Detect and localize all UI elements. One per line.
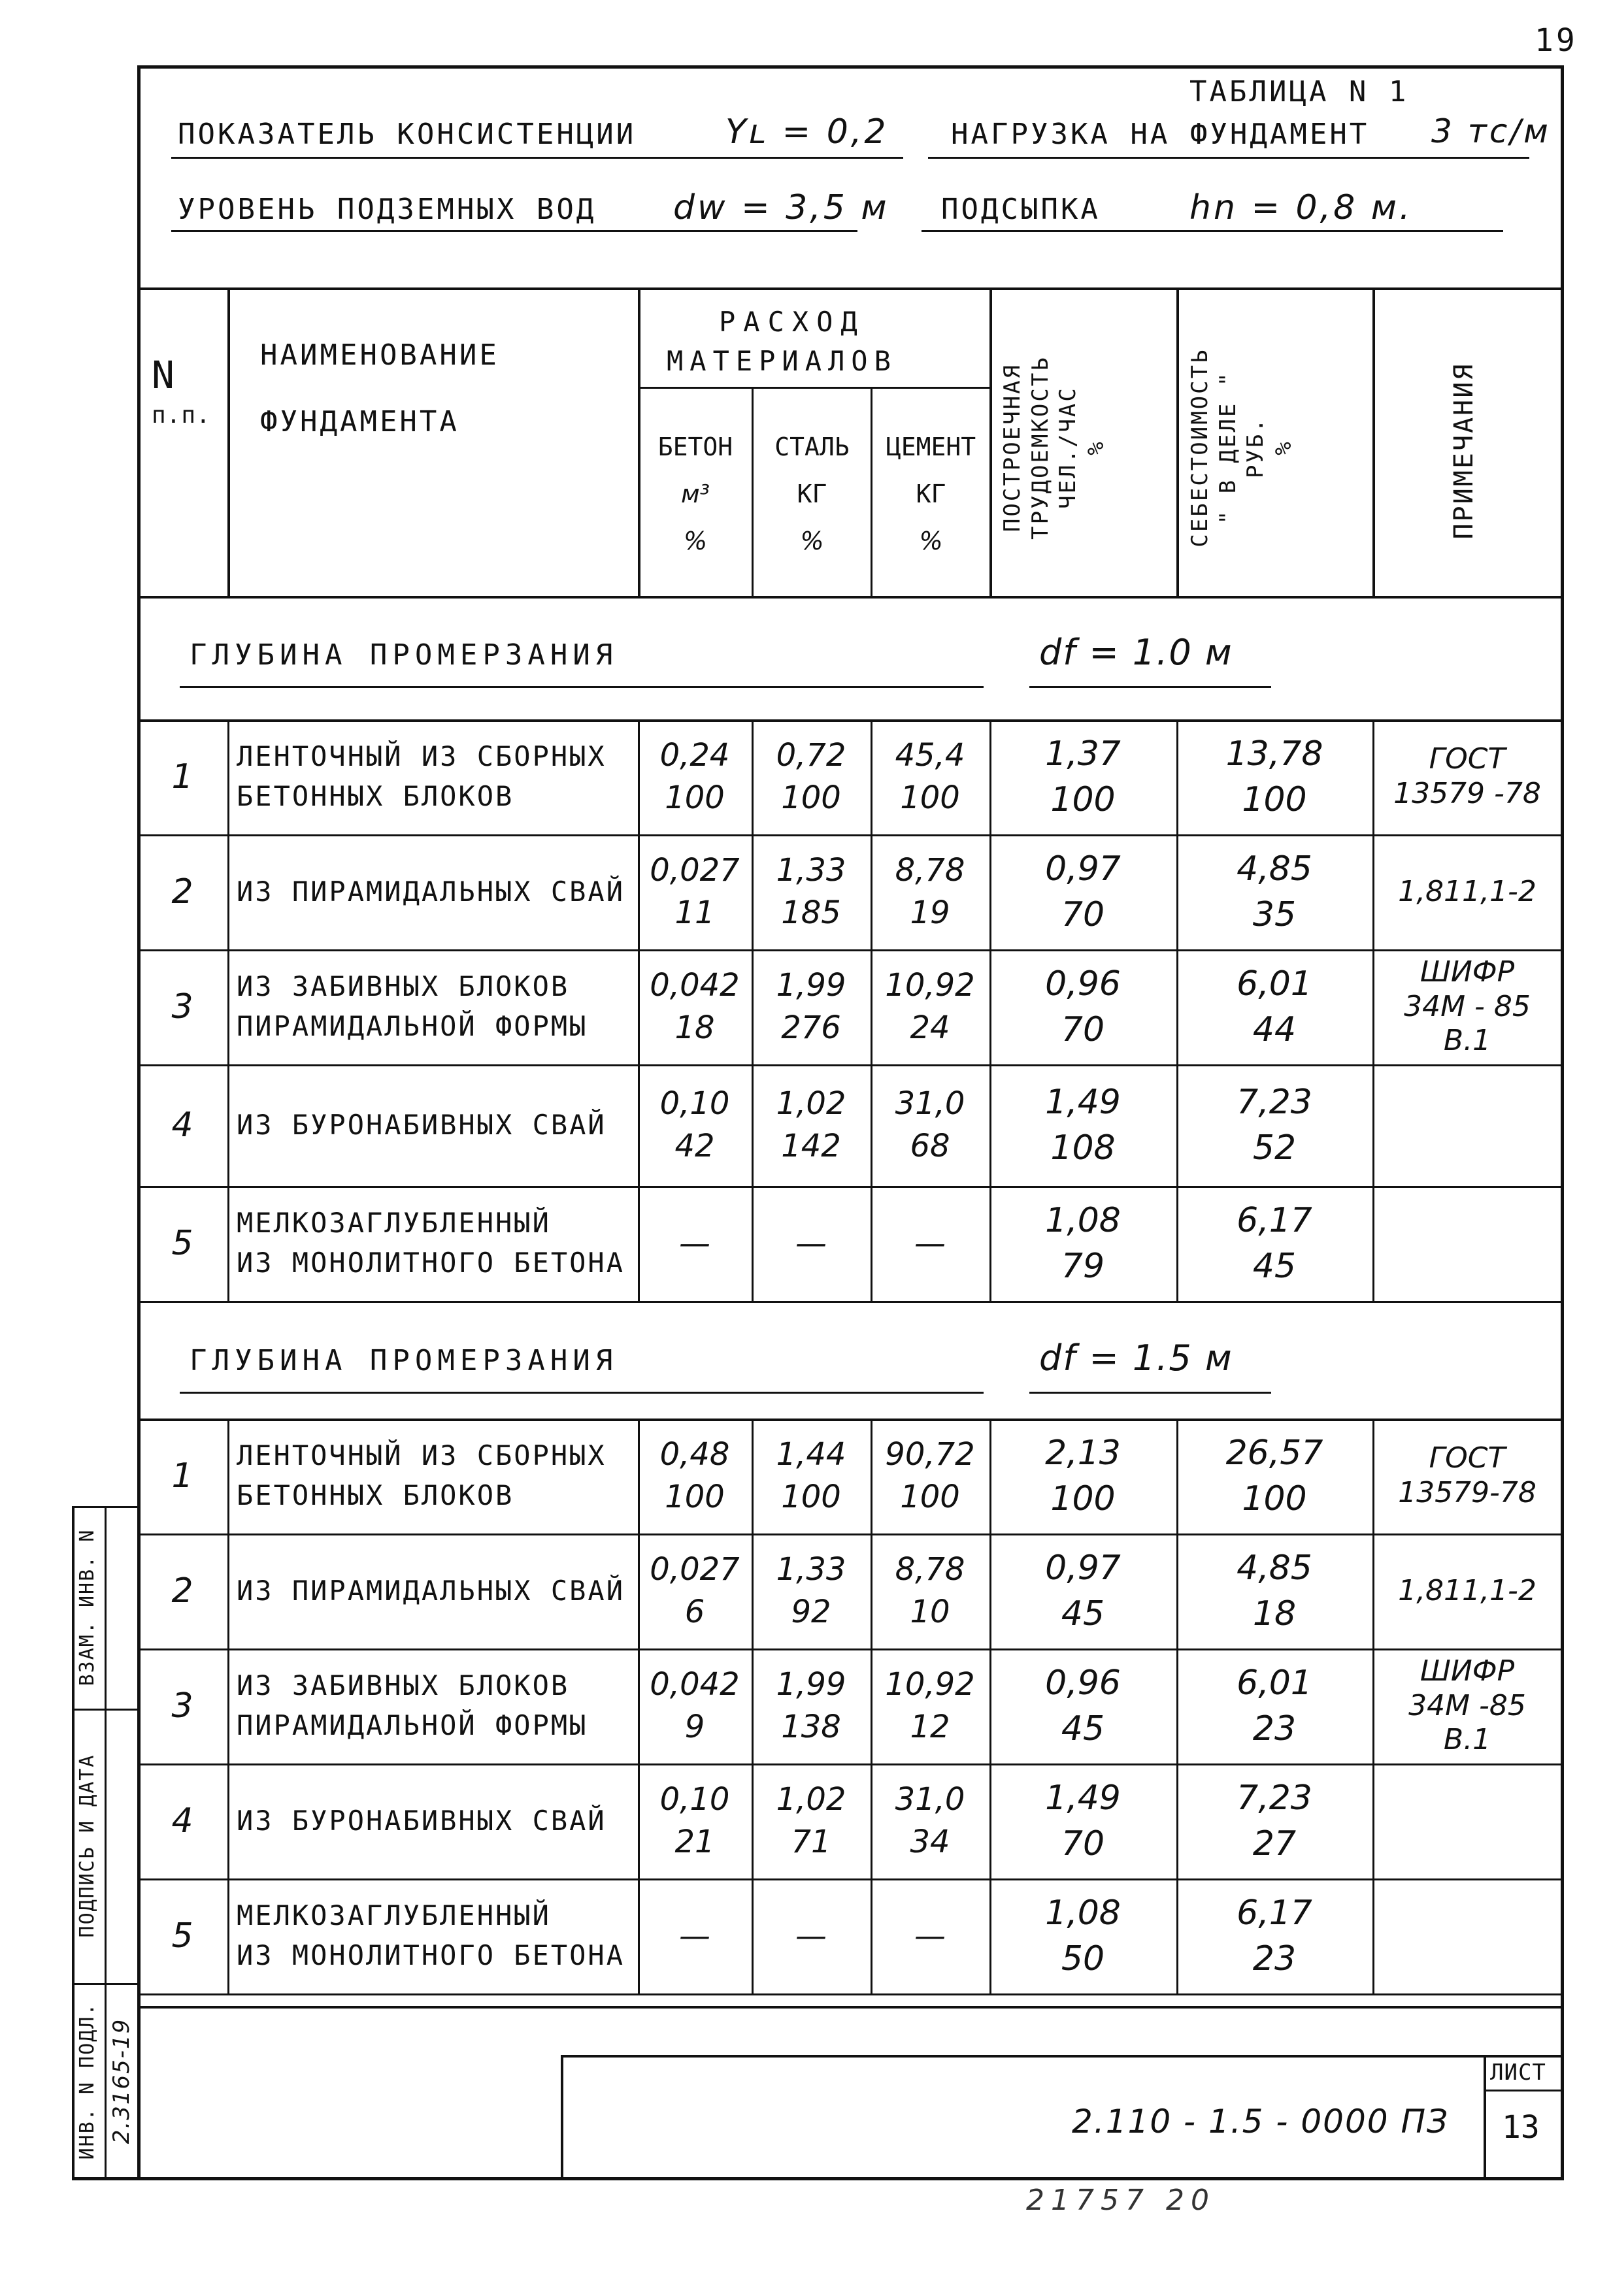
cell-labor-value: 0,97 [1045,1548,1121,1588]
cell-cement-value: — [914,1224,946,1262]
row-name [227,1533,647,1648]
note-line1: ШИФР [1420,955,1515,989]
row-bottom-line [137,1993,1562,1995]
cell-labor-value: 0,96 [1045,1663,1121,1703]
row-name-line1: ИЗ ЗАБИВНЫХ БЛОКОВ [237,1669,570,1702]
stamp-signature: ПОДПИСЬ И ДАТА [76,1754,99,1938]
cell-steel [752,1186,871,1301]
cell-cement [871,1064,989,1186]
cell-concrete [638,834,752,949]
cell-cement-value: 45,4 [895,737,965,774]
cell-cost_pct: 18 [1252,1594,1297,1633]
sheet-box-left [1484,2055,1486,2179]
hdr-cement-3: % [919,527,943,556]
cell-cost [1176,1533,1372,1648]
row-number [137,1763,227,1878]
hdr-steel-1: СТАЛЬ [774,432,850,461]
cell-steel [752,1533,871,1648]
cell-labor [989,1763,1176,1878]
cell-concrete [638,1533,752,1648]
cell-cement_pct: 10 [910,1594,950,1630]
cell-cost [1176,1763,1372,1878]
hdr-cement [872,392,989,596]
row-name-line1: ИЗ БУРОНАБИВНЫХ СВАЙ [237,1804,606,1837]
cell-concrete-value: 0,24 [659,737,730,774]
side-stamp-left [72,1506,75,2179]
cell-cement [871,1878,989,1993]
hdr-cement-1: ЦЕМЕНТ [886,432,976,461]
cell-cost-value: 7,23 [1237,1778,1312,1818]
cell-cost [1176,834,1372,949]
cell-note [1372,1186,1562,1301]
stamp-replace: ВЗАМ. ИНВ. N [76,1528,99,1686]
note-line2: 1,811,1-2 [1398,1573,1536,1607]
row-name [227,949,647,1064]
header-top-line [137,287,1562,290]
cell-steel-value: — [795,1224,827,1262]
cell-cement_pct: 12 [910,1709,950,1745]
side-stamp-div2 [72,1983,140,1985]
hdr-cement-2: КГ [916,479,946,508]
row-name [227,1186,647,1301]
cell-steel-value: 1,02 [776,1781,846,1818]
cell-steel-value: 1,44 [776,1436,846,1473]
row-number-value: 2 [171,872,193,911]
cell-cost_pct: 45 [1252,1247,1297,1286]
row-number-value: 1 [171,1456,193,1496]
cell-concrete_pct: 11 [674,894,715,931]
cell-concrete [638,949,752,1064]
cell-labor-value: 1,49 [1045,1082,1121,1122]
row-name [227,1878,647,1993]
cell-cost-value: 7,23 [1237,1082,1312,1122]
cell-steel [752,1878,871,1993]
cell-cement_pct: 34 [910,1824,950,1860]
row-name-line2: БЕТОННЫХ БЛОКОВ [237,1479,514,1511]
hdr-concrete-1: БЕТОН [657,432,733,461]
cell-cement [871,719,989,834]
cell-cement-value: 8,78 [895,1551,965,1588]
cell-concrete_pct: 6 [684,1594,705,1630]
cell-labor_pct: 45 [1061,1709,1105,1748]
hdr-materials-1: РАСХОД [719,306,865,338]
cell-cost_pct: 27 [1252,1824,1297,1863]
section-depth: df = 1.0 м [1039,632,1233,673]
hdr-cost-2: " В ДЕЛЕ " [1214,370,1241,525]
row-number [137,1419,227,1533]
note-line2: 34М - 85 [1404,989,1531,1023]
cell-concrete-value: — [679,1917,710,1954]
cell-cost_pct: 23 [1252,1939,1297,1978]
cell-concrete-value: 0,10 [659,1085,730,1123]
cell-labor-value: 1,08 [1045,1893,1121,1933]
row-name [227,1419,647,1533]
groundwater-value: dw = 3,5 м [673,188,889,227]
hdr-v5 [989,287,992,598]
row-number-value: 1 [171,757,193,796]
cell-labor-value: 1,08 [1045,1200,1121,1240]
cell-steel_pct: 276 [781,1009,841,1046]
row-number [137,1648,227,1763]
row-number [137,1064,227,1186]
cell-cement [871,1533,989,1648]
cell-steel_pct: 138 [781,1709,841,1745]
hdr-labor-2: ТРУДОЕМКОСТЬ [1027,355,1054,540]
hdr-v6 [1176,287,1179,598]
note-line1: ШИФР [1420,1654,1515,1688]
materials-subline [638,387,991,389]
note-line2: 13579-78 [1398,1476,1536,1509]
cell-concrete-value: — [679,1224,710,1262]
cell-note [1372,1878,1562,1993]
hdr-concrete-2: м³ [681,479,710,508]
cell-steel-value: 1,33 [776,1551,846,1588]
cell-concrete [638,1419,752,1533]
cell-cement-value: 31,0 [895,1781,965,1818]
cell-cement-value: — [914,1917,946,1954]
row-number [137,834,227,949]
cell-cost-value: 4,85 [1237,849,1312,889]
row-name-line1: ИЗ БУРОНАБИВНЫХ СВАЙ [237,1108,606,1141]
cell-steel-value: 1,99 [776,967,846,1004]
cell-cost-value: 13,78 [1225,734,1323,774]
cell-concrete_pct: 42 [674,1128,715,1164]
cell-cement-value: 10,92 [885,1666,975,1703]
underline-groundwater [171,230,857,232]
cell-cement_pct: 24 [910,1009,950,1046]
doc-code: 2.110 - 1.5 - 0000 ПЗ [1072,2103,1450,2140]
hdr-num-n: N [152,353,174,397]
row-name-line1: ИЗ ЗАБИВНЫХ БЛОКОВ [237,970,570,1003]
row-name-line1: ИЗ ПИРАМИДАЛЬНЫХ СВАЙ [237,1574,625,1607]
cell-labor [989,1648,1176,1763]
row-name-line1: ЛЕНТОЧНЫЙ ИЗ СБОРНЫХ [237,1439,606,1472]
underline-fill [922,230,1503,232]
section-underline-depth [1029,686,1271,688]
cell-labor [989,1186,1176,1301]
stamp-inv-label: ИНВ. N ПОДЛ. [76,2002,99,2160]
cell-note [1372,719,1562,834]
cell-labor_pct: 100 [1050,1479,1116,1518]
cell-steel_pct: 71 [791,1824,831,1860]
underline-load [928,157,1529,159]
cell-labor_pct: 79 [1061,1247,1105,1286]
frame-top [137,65,1562,69]
note-line3: В.1 [1443,1723,1491,1757]
cell-note [1372,834,1562,949]
cell-cost [1176,949,1372,1064]
cell-cement_pct: 68 [910,1128,950,1164]
cell-concrete-value: 0,042 [650,967,740,1004]
note-line1: ГОСТ [1429,1441,1506,1475]
cell-concrete-value: 0,10 [659,1781,730,1818]
bottom-note: 21757 20 [1026,2184,1216,2217]
hdr-steel-2: КГ [797,479,827,508]
row-number-value: 5 [171,1916,193,1956]
cell-labor_pct: 108 [1050,1128,1116,1168]
cell-cost [1176,1878,1372,1993]
row-number [137,949,227,1064]
cell-steel-value: 0,72 [776,737,846,774]
cell-labor [989,719,1176,834]
cell-cost_pct: 52 [1252,1128,1297,1168]
cell-concrete [638,1648,752,1763]
hdr-labor [999,314,1110,582]
cell-note [1372,1419,1562,1533]
cell-steel [752,719,871,834]
cell-note [1372,1763,1562,1878]
row-number [137,1186,227,1301]
section-underline-title [180,686,984,688]
cell-concrete_pct: 100 [665,779,725,816]
cell-labor_pct: 70 [1061,895,1105,934]
hdr-v7 [1372,287,1375,598]
cell-labor [989,1419,1176,1533]
cell-steel-value: 1,02 [776,1085,846,1123]
cell-cost-value: 6,17 [1237,1893,1312,1933]
consistency-value: Yʟ = 0,2 [725,112,889,152]
row-name-line2: ПИРАМИДАЛЬНОЙ ФОРМЫ [237,1010,588,1042]
hdr-cost-4: % [1270,440,1297,455]
cell-labor [989,1878,1176,1993]
cell-note [1372,1648,1562,1763]
row-number-value: 4 [171,1105,193,1145]
row-number-value: 3 [171,987,193,1026]
cell-labor_pct: 100 [1050,780,1116,819]
cell-labor [989,834,1176,949]
note-line2: 34М -85 [1408,1688,1526,1722]
cell-concrete [638,1064,752,1186]
row-name-line2: ИЗ МОНОЛИТНОГО БЕТОНА [237,1939,625,1971]
load-label: НАГРУЗКА НА ФУНДАМЕНТ [951,118,1370,151]
hdr-cost-3: РУБ. [1242,417,1269,478]
cell-cement [871,1648,989,1763]
title-block-top [561,2055,1562,2058]
cell-cost-value: 4,85 [1237,1548,1312,1588]
hdr-steel [754,392,871,596]
cell-cost [1176,1186,1372,1301]
cell-labor-value: 2,13 [1045,1433,1121,1473]
note-line2: 13579 -78 [1393,777,1541,810]
cell-cement_pct: 100 [900,779,960,816]
cell-labor_pct: 50 [1061,1939,1105,1978]
cell-note [1372,1064,1562,1186]
cell-note [1372,1533,1562,1648]
row-name-line1: МЕЛКОЗАГЛУБЛЕННЫЙ [237,1207,551,1239]
fill-label: ПОДСЫПКА [941,193,1101,226]
cell-cement [871,1419,989,1533]
row-name-line1: ИЗ ПИРАМИДАЛЬНЫХ СВАЙ [237,875,625,908]
cell-concrete_pct: 21 [674,1824,715,1860]
cell-cost-value: 26,57 [1225,1433,1323,1473]
cell-cost_pct: 100 [1242,780,1307,819]
cell-cement-value: 90,72 [885,1436,975,1473]
row-name-line2: БЕТОННЫХ БЛОКОВ [237,780,514,812]
side-stamp-top [72,1506,140,1508]
cell-cost_pct: 100 [1242,1479,1307,1518]
cell-steel [752,1648,871,1763]
row-name-line1: ЛЕНТОЧНЫЙ ИЗ СБОРНЫХ [237,740,606,773]
hdr-cost [1186,314,1297,582]
row-number [137,719,227,834]
cell-cost_pct: 23 [1252,1709,1297,1748]
row-name [227,719,647,834]
cell-labor_pct: 45 [1061,1594,1105,1633]
cell-concrete-value: 0,042 [650,1666,740,1703]
cell-cement [871,949,989,1064]
cell-cement-value: 10,92 [885,967,975,1004]
row-name-line2: ПИРАМИДАЛЬНОЙ ФОРМЫ [237,1709,588,1741]
side-stamp-mid [105,1506,107,2179]
note-line1: ГОСТ [1429,742,1506,776]
row-bottom-line [137,1301,1562,1303]
cell-concrete [638,1878,752,1993]
cell-steel-value: 1,33 [776,852,846,889]
cell-steel [752,834,871,949]
section-title: ГЛУБИНА ПРОМЕРЗАНИЯ [190,638,618,672]
section-depth: df = 1.5 м [1039,1337,1233,1379]
row-number-value: 4 [171,1801,193,1841]
cell-cost-value: 6,17 [1237,1200,1312,1240]
hdr-notes: ПРИМЕЧАНИЯ [1449,362,1479,540]
hdr-labor-3: ЧЕЛ./ЧАС [1055,386,1081,509]
load-value: 3 тс/м [1431,112,1551,150]
hdr-name-2: ФУНДАМЕНТА [260,405,459,438]
cell-steel_pct: 92 [791,1594,831,1630]
cell-concrete_pct: 18 [674,1009,715,1046]
cell-cost [1176,1648,1372,1763]
consistency-label: ПОКАЗАТЕЛЬ КОНСИСТЕНЦИИ [178,118,637,151]
row-name-line1: МЕЛКОЗАГЛУБЛЕННЫЙ [237,1899,551,1932]
stamp-top-line [141,2006,1562,2009]
hdr-labor-1: ПОСТРОЕЧНАЯ [999,363,1025,533]
cell-steel [752,1064,871,1186]
cell-note [1372,949,1562,1064]
hdr-num-pp: п.п. [152,402,211,429]
cell-cost [1176,719,1372,834]
cell-cost-value: 6,01 [1237,964,1312,1004]
row-number-value: 2 [171,1571,193,1611]
hdr-concrete [639,392,752,596]
cell-steel [752,1419,871,1533]
title-block-left [561,2055,563,2179]
cell-steel [752,949,871,1064]
cell-cost-value: 6,01 [1237,1663,1312,1703]
cell-labor_pct: 70 [1061,1010,1105,1049]
hdr-cost-1: СЕБЕСТОИМОСТЬ [1187,348,1213,548]
cell-concrete [638,1186,752,1301]
row-name [227,1648,647,1763]
section-underline-depth [1029,1392,1271,1394]
cell-labor-value: 1,49 [1045,1778,1121,1818]
cell-cement [871,1763,989,1878]
cell-labor [989,1533,1176,1648]
cell-cement [871,1186,989,1301]
cell-cement_pct: 100 [900,1479,960,1515]
cell-steel_pct: 100 [781,779,841,816]
cell-steel_pct: 100 [781,1479,841,1515]
hdr-steel-3: % [800,527,824,556]
cell-steel-value: — [795,1917,827,1954]
cell-cement_pct: 19 [910,894,950,931]
header-bottom-line [137,596,1562,599]
cell-concrete-value: 0,027 [650,1551,740,1588]
cell-cost [1176,1064,1372,1186]
cell-labor [989,949,1176,1064]
row-name [227,834,647,949]
cell-concrete [638,1763,752,1878]
cell-labor-value: 1,37 [1045,734,1121,774]
cell-labor [989,1064,1176,1186]
cell-cost_pct: 44 [1252,1010,1297,1049]
cell-labor_pct: 70 [1061,1824,1105,1863]
row-number [137,1878,227,1993]
side-stamp-div1 [72,1709,140,1711]
cell-cement [871,834,989,949]
sheet-number: 13 [1502,2109,1540,2146]
cell-cost [1176,1419,1372,1533]
cell-labor-value: 0,97 [1045,849,1121,889]
cell-cost_pct: 35 [1252,895,1297,934]
row-name [227,1763,647,1878]
cell-labor-value: 0,96 [1045,964,1121,1004]
hdr-materials-2: МАТЕРИАЛОВ [667,345,897,377]
stamp-inv-value: 2.3165-19 [108,2018,135,2144]
groundwater-label: УРОВЕНЬ ПОДЗЕМНЫХ ВОД [178,193,597,226]
cell-steel-value: 1,99 [776,1666,846,1703]
cell-cement-value: 31,0 [895,1085,965,1123]
row-number-value: 3 [171,1686,193,1726]
note-line2: 1,811,1-2 [1398,874,1536,908]
cell-steel_pct: 142 [781,1128,841,1164]
cell-steel_pct: 185 [781,894,841,931]
frame-bottom [72,2177,1564,2180]
sheet-label: ЛИСТ [1490,2059,1546,2086]
cell-concrete [638,719,752,834]
cell-concrete-value: 0,48 [659,1436,730,1473]
row-name [227,1064,647,1186]
page-number: 19 [1535,22,1578,59]
underline-consistency [171,157,903,159]
section-title: ГЛУБИНА ПРОМЕРЗАНИЯ [190,1344,618,1377]
note-line3: В.1 [1443,1024,1491,1058]
row-number [137,1533,227,1648]
row-number-value: 5 [171,1223,193,1263]
cell-concrete_pct: 9 [684,1709,705,1745]
section-underline-title [180,1392,984,1394]
hdr-concrete-3: % [683,527,708,556]
hdr-v1 [227,287,230,598]
cell-steel [752,1763,871,1878]
cell-concrete_pct: 100 [665,1479,725,1515]
fill-value: hn = 0,8 м. [1189,188,1413,227]
hdr-labor-4: % [1082,440,1109,455]
table-title: ТАБЛИЦА N 1 [1189,75,1409,108]
cell-concrete-value: 0,027 [650,852,740,889]
sheet-box-divider [1484,2090,1562,2091]
row-name-line2: ИЗ МОНОЛИТНОГО БЕТОНА [237,1247,625,1279]
cell-cement-value: 8,78 [895,852,965,889]
hdr-name-1: НАИМЕНОВАНИЕ [260,338,499,372]
